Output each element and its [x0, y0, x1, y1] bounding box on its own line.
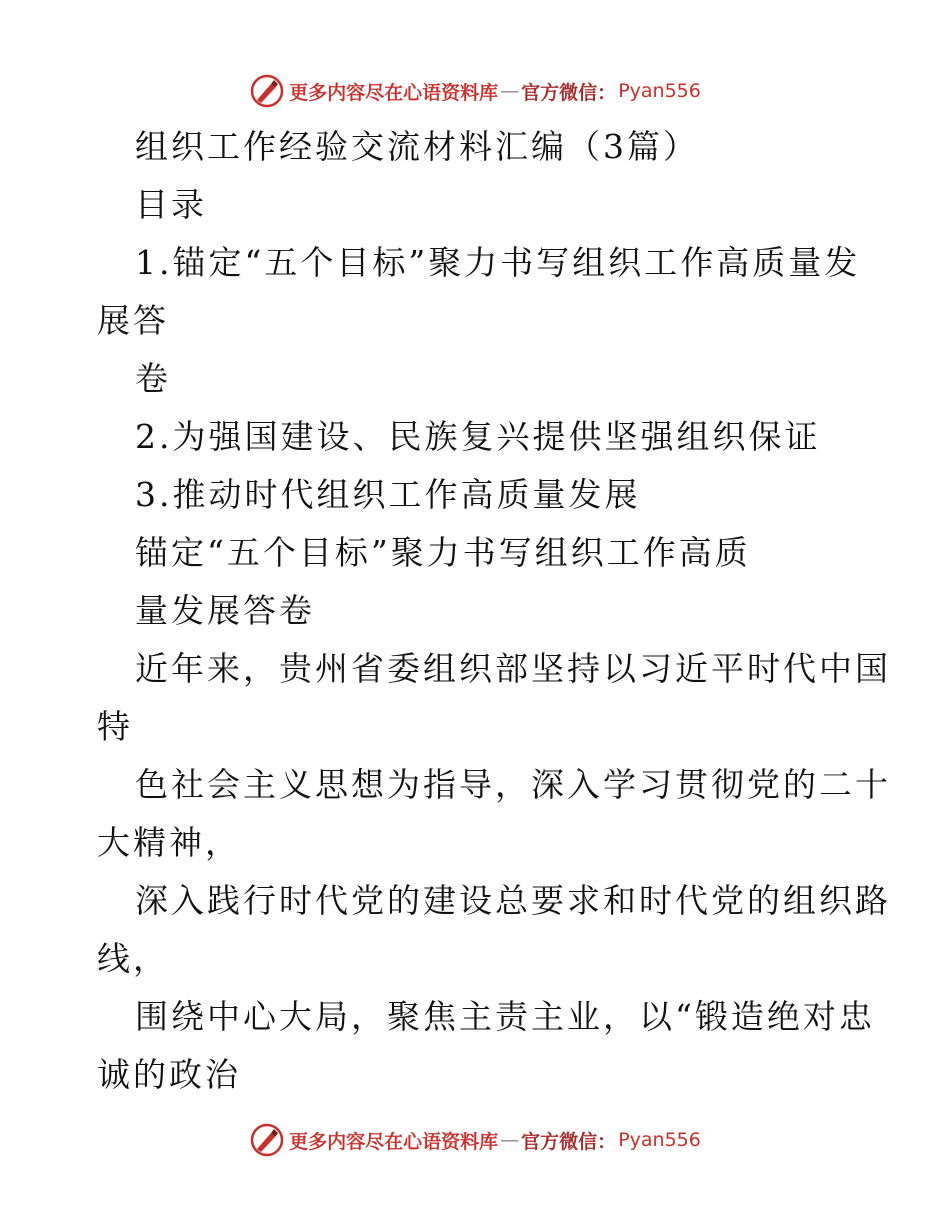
- paragraph-line: 近年来，贵州省委组织部坚持以习近平时代中国: [135, 649, 891, 688]
- footer-watermark: [0, 1120, 950, 1160]
- paragraph-line: 诚的政治: [97, 1055, 241, 1094]
- toc-item-1: 1.锚定“五个目标”聚力书写组织工作高质量发: [135, 243, 861, 282]
- article-title: 锚定“五个目标”聚力书写组织工作高质: [135, 533, 751, 572]
- paragraph-line: 线，: [97, 939, 169, 978]
- document-title: 组织工作经验交流材料汇编（3篇）: [135, 127, 699, 166]
- header-watermark: [0, 71, 950, 111]
- paragraph-line: 大精神，: [97, 823, 241, 862]
- watermark-separator: —: [500, 1129, 520, 1151]
- pen-logo-icon: [249, 73, 285, 109]
- toc-item-2: 2.为强国建设、民族复兴提供坚强组织保证: [135, 417, 821, 456]
- article-title-continued: 量发展答卷: [135, 591, 315, 630]
- watermark-separator: —: [500, 80, 520, 102]
- watermark-wechat-account: Pyan556: [618, 80, 701, 102]
- watermark-site-name: 更多内容尽在心语资料库: [289, 1130, 499, 1153]
- watermark-site-name: 更多内容尽在心语资料库: [289, 81, 499, 104]
- paragraph-line: 特: [97, 707, 133, 746]
- watermark-wechat-label: 官方微信：: [521, 81, 617, 104]
- watermark-wechat-label: 官方微信：: [521, 1130, 617, 1153]
- paragraph-line: 色社会主义思想为指导，深入学习贯彻党的二十: [135, 765, 891, 804]
- toc-item-1-continued-2: 卷: [135, 359, 171, 398]
- pen-logo-icon: [249, 1122, 285, 1158]
- paragraph-line: 深入践行时代党的建设总要求和时代党的组织路: [135, 881, 891, 920]
- paragraph-line: 围绕中心大局，聚焦主责主业，以“锻造绝对忠: [135, 997, 875, 1036]
- toc-heading: 目录: [135, 185, 207, 224]
- watermark-wechat-account: Pyan556: [618, 1129, 701, 1151]
- toc-item-1-continued: 展答: [97, 301, 169, 340]
- toc-item-3: 3.推动时代组织工作高质量发展: [135, 475, 641, 514]
